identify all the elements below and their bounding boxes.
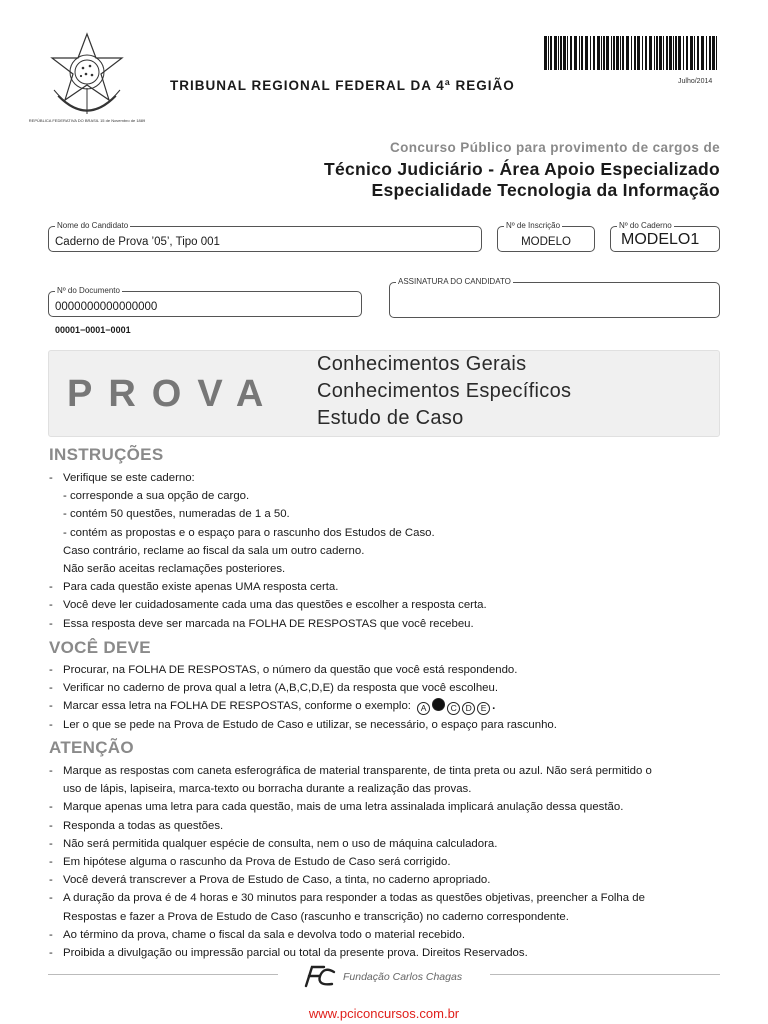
barcode-bar: [669, 36, 672, 70]
list-item: - Marcar essa letra na FOLHA DE RESPOSTAS, conforme o exemplo: A C D E .: [49, 700, 496, 714]
document-number-value: 0000000000000000: [55, 301, 158, 313]
prova-subjects: [317, 351, 571, 432]
list-item: Caso contrário, reclame ao fiscal da sala um outro caderno.: [63, 544, 365, 557]
atencao-list: [49, 762, 729, 962]
barcode-bar: [597, 36, 600, 70]
barcode-bar: [706, 36, 707, 70]
document-number-label: Nº do Documento: [57, 286, 120, 295]
voce-deve-title: VOCÊ DEVE: [49, 638, 151, 657]
barcode-bar: [649, 36, 652, 70]
barcode-bar: [694, 36, 695, 70]
barcode-bar: [554, 36, 557, 70]
list-item: - contém as propostas e o espaço para o rascunho dos Estudos de Caso.: [63, 526, 435, 539]
list-item: - Marque apenas uma letra para cada questão, mais de uma letra assinalada implicará anulação dessa questão.: [49, 801, 624, 814]
barcode-bar: [645, 36, 647, 70]
barcode-bar: [601, 36, 602, 70]
barcode-bar: [701, 36, 704, 70]
barcode-bar: [673, 36, 674, 70]
list-item: - Procurar, na FOLHA DE RESPOSTAS, o número da questão que você está respondendo.: [49, 664, 518, 676]
barcode-bar: [690, 36, 693, 70]
list-item: - Ao término da prova, chame o fiscal da sala e devolva todo o material recebido.: [49, 928, 466, 941]
barcode-bar: [675, 36, 677, 70]
barcode-bar: [606, 36, 609, 70]
barcode-bar: [709, 36, 711, 70]
barcode-bar: [570, 36, 572, 70]
list-item: - Em hipótese alguma o rascunho da Prova de Estudo de Caso será corrigido.: [49, 856, 451, 869]
barcode-bar: [593, 36, 595, 70]
barcode-bar: [574, 36, 577, 70]
list-item: - A duração da prova é de 4 horas e 30 minutos para responder a todas as questões objetivas, preencher a Folha de: [49, 892, 645, 905]
barcode-bar: [716, 36, 717, 70]
list-item: uso de lápis, lapiseira, marca-texto ou borracha durante a realização das provas.: [63, 783, 472, 796]
voce-deve-list: [49, 661, 729, 734]
barcode-bar: [666, 36, 668, 70]
inscription-number-value: MODELO: [521, 236, 571, 248]
barcode-bar: [550, 36, 552, 70]
list-item: - Marque as respostas com caneta esferográfica de material transparente, de tinta preta ou azul. Não será permitido o: [49, 765, 652, 777]
footer-rule-right: [490, 974, 720, 975]
barcode-bar: [560, 36, 562, 70]
barcode-bar: [544, 36, 547, 70]
barcode-bar: [631, 36, 632, 70]
barcode-bar: [626, 36, 629, 70]
barcode-bar: [678, 36, 681, 70]
barcode-bar: [585, 36, 588, 70]
bubble-a: A: [417, 702, 430, 715]
list-item: - Ler o que se pede na Prova de Estudo de Caso e utilizar, se necessário, o espaço para rascunho.: [49, 718, 557, 731]
subject-item: Conhecimentos Específicos: [317, 380, 572, 402]
candidate-name-value: Caderno de Prova ’05’, Tipo 001: [55, 236, 220, 248]
exam-header: [324, 140, 720, 201]
atencao-title: ATENÇÃO: [49, 738, 134, 757]
barcode-bar: [663, 36, 664, 70]
barcode-bar: [558, 36, 559, 70]
barcode-bar: [654, 36, 655, 70]
list-item: - Responda a todas as questões.: [49, 819, 224, 832]
bubble-d: D: [462, 702, 475, 715]
list-item: - Proibida a divulgação ou impressão parcial ou total da presente prova. Direitos Reservados.: [49, 947, 528, 960]
source-website-link[interactable]: www.pciconcursos.com.br: [308, 1006, 460, 1021]
barcode-bar: [642, 36, 643, 70]
prova-banner: [48, 350, 720, 437]
booklet-number-value: MODELO1: [621, 231, 700, 248]
signature-label: ASSINATURA DO CANDIDATO: [398, 277, 511, 286]
bubble-b-filled: [432, 698, 445, 711]
instrucoes-title: INSTRUÇÕES: [49, 445, 164, 464]
barcode-bar: [634, 36, 636, 70]
list-item: - Não será permitida qualquer espécie de consulta, nem o uso de máquina calculadora.: [49, 837, 498, 850]
prova-word: PROVA: [67, 373, 280, 415]
barcode-bar: [548, 36, 549, 70]
document-number-field[interactable]: [48, 286, 362, 317]
list-item: - contém 50 questões, numeradas de 1 a 50.: [63, 508, 290, 521]
barcode-bar: [581, 36, 583, 70]
barcode-bar: [659, 36, 662, 70]
subject-item: Estudo de Caso: [317, 407, 464, 429]
inscription-number-field[interactable]: [497, 221, 595, 252]
footer-rule-left: [48, 974, 278, 975]
candidate-name-field[interactable]: [48, 221, 482, 252]
booklet-number-field[interactable]: [610, 221, 720, 252]
barcode-bar: [611, 36, 612, 70]
signature-field[interactable]: [389, 277, 720, 318]
brasil-coat-of-arms-seal: [28, 30, 146, 130]
bubble-e: E: [477, 702, 490, 715]
answer-example: A C D E .: [417, 700, 495, 712]
cargo-line-1: Técnico Judiciário - Área Apoio Especializado: [323, 159, 720, 179]
barcode-bar: [613, 36, 615, 70]
candidate-name-label: Nome do Candidato: [57, 221, 129, 230]
barcode-bar: [590, 36, 591, 70]
barcode-bar: [712, 36, 715, 70]
barcode: [544, 36, 720, 70]
barcode-bar: [620, 36, 621, 70]
list-item: - Para cada questão existe apenas UMA resposta certa.: [49, 581, 339, 594]
fcc-logo-icon: [300, 964, 338, 988]
barcode-bar: [563, 36, 566, 70]
list-item: Não serão aceitas reclamações posteriores.: [63, 563, 286, 576]
organization-title: TRIBUNAL REGIONAL FEDERAL DA 4ª REGIÃO: [170, 78, 515, 93]
bubble-c: C: [447, 702, 460, 715]
list-item: - Verificar no caderno de prova qual a letra (A,B,C,D,E) da resposta que você escolheu.: [49, 682, 498, 695]
barcode-bar: [622, 36, 624, 70]
barcode-bar: [683, 36, 684, 70]
list-item: - corresponde a sua opção de cargo.: [63, 490, 250, 503]
barcode-bar: [656, 36, 658, 70]
barcode-bar: [567, 36, 568, 70]
barcode-bar: [686, 36, 688, 70]
concurso-line: Concurso Público para provimento de cargos de: [389, 140, 720, 155]
barcode-bar: [579, 36, 580, 70]
subject-item: Conhecimentos Gerais: [317, 353, 527, 375]
barcode-bar: [616, 36, 619, 70]
seal-text: REPÚBLICA FEDERATIVA DO BRASIL 15 de Novembro de 1889: [28, 118, 146, 123]
list-item: - Verifique se este caderno:: [49, 472, 195, 484]
list-item: - Você deve ler cuidadosamente cada uma das questões e escolher a resposta certa.: [49, 599, 487, 612]
barcode-bar: [637, 36, 640, 70]
booklet-number-label: Nº do Caderno: [619, 221, 672, 230]
list-item: - Essa resposta deve ser marcada na FOLHA DE RESPOSTAS que você recebeu.: [49, 617, 474, 630]
inscription-number-label: Nº de Inscrição: [506, 221, 561, 230]
exam-date: Julho/2014: [678, 78, 713, 85]
list-item: - Você deverá transcrever a Prova de Estudo de Caso, a tinta, no caderno apropriado.: [49, 874, 491, 887]
cargo-line-2: Especialidade Tecnologia da Informação: [371, 180, 720, 200]
barcode-bar: [697, 36, 699, 70]
list-item: Respostas e fazer a Prova de Estudo de Caso (rascunho e transcrição) no caderno correspondente.: [63, 910, 569, 923]
document-id: 00001−0001−0001: [55, 325, 131, 335]
foundation-name: Fundação Carlos Chagas: [343, 971, 463, 983]
barcode-bar: [603, 36, 605, 70]
instrucoes-list: [49, 469, 729, 633]
